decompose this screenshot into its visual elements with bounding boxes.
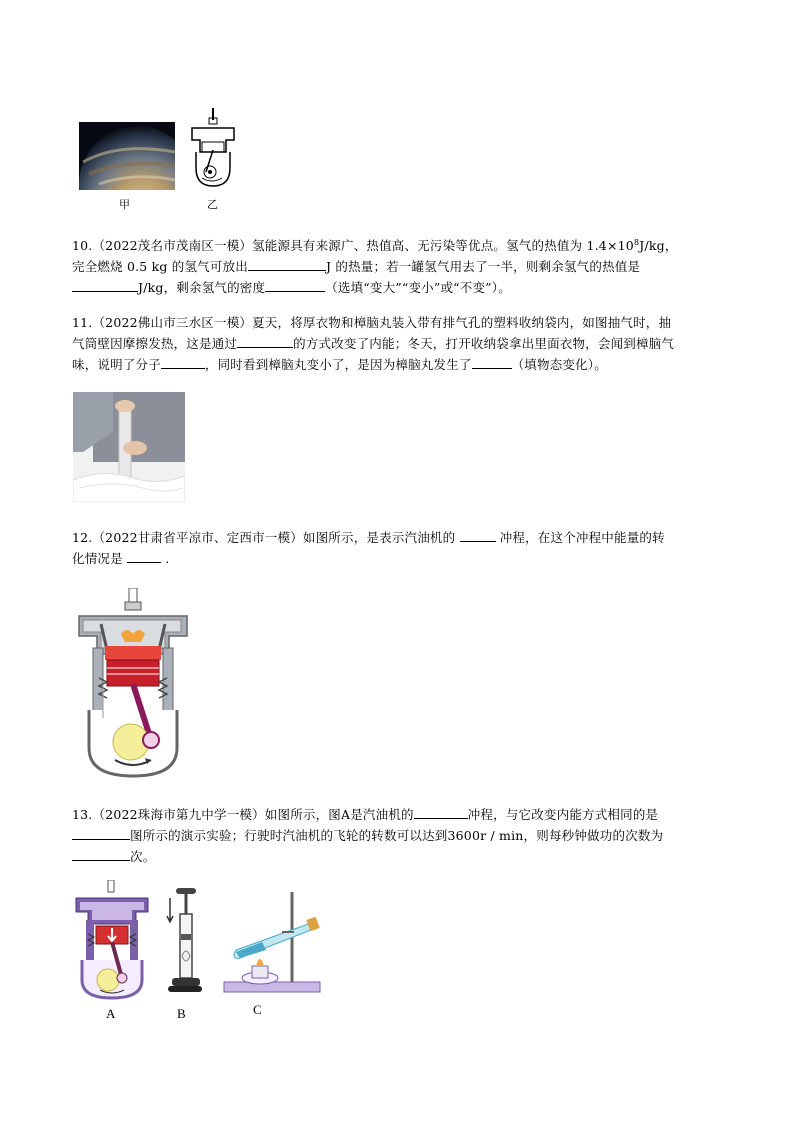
answer-blank[interactable] [460,527,496,542]
pump-diagram-B [164,886,202,996]
answer-blank[interactable] [237,333,293,348]
question-11: 11.（2022佛山市三水区一模）夏天，将厚衣物和樟脑丸装入带有排气孔的塑料收纳袋内，如图抽气时，抽 气筒壁因摩擦发热，这是通过 的方式改变了内能；冬天，打开收纳袋拿出里面衣物，会闻到樟脑气 味，说明了分子 ，同时看到樟脑丸变小了，是因为樟脑丸发生了 （填物态变化）。 [72,315,675,372]
answer-blank[interactable] [248,256,326,271]
question-source: （2022佛山市三水区一模） [92,315,253,330]
engine-power-stroke-diagram [77,588,189,780]
answer-blank[interactable] [265,277,325,292]
test-tube-heating-diagram-C [222,892,322,996]
question-number: 12. [72,530,93,545]
caption-yi: 乙 [207,198,218,211]
question-12: 12.（2022甘肃省平凉市、定西市一模）如图所示，是表示汽油机的 冲程，在这个冲程中能量的转 化情况是 . [72,527,722,569]
engine-diagram-A [74,880,150,1002]
caption-C: C [253,1002,262,1017]
question-number: 11. [72,315,93,330]
caption-jia: 甲 [119,198,130,211]
jupiter-photo [79,122,175,190]
engine-diagram-small [188,106,238,192]
question-source: （2022珠海市第九中学一模） [92,807,265,822]
answer-blank[interactable] [127,548,161,563]
question-source: （2022甘肃省平凉市、定西市一模） [92,530,303,545]
question-source: （2022茂名市茂南区一模） [92,238,253,254]
answer-blank[interactable] [72,277,138,292]
question-10: 10.（2022茂名市茂南区一模）氢能源具有来源广、热值高、无污染等优点。氢气的热值为 $1.4\times 10^8J/kg$， 完全燃烧 0.5 kg 的氢气可放出 J 的热量；若一罐氢气用去了一半，则剩余氢气的热值是 J/kg，剩余氢气的密度 （选填“变大”“变小”或“不变”）。 [72,238,678,296]
answer-blank[interactable] [161,354,205,369]
caption-A: A [106,1006,116,1021]
question-number: 10. [72,238,93,254]
answer-blank[interactable] [472,354,512,369]
storage-bag-photo [73,392,185,502]
answer-blank[interactable] [72,846,130,861]
question-number: 13. [72,807,93,822]
caption-B: B [177,1006,186,1021]
answer-blank[interactable] [414,804,468,819]
question-13: 13.（2022珠海市第九中学一模）如图所示，图A是汽油机的 冲程，与它改变内能方式相同的是 图所示的演示实验；行驶时汽油机的飞轮的转数可以达到3600r / min，则每秒钟做功的次数为 次。 [72,804,722,867]
answer-blank[interactable] [72,825,130,840]
